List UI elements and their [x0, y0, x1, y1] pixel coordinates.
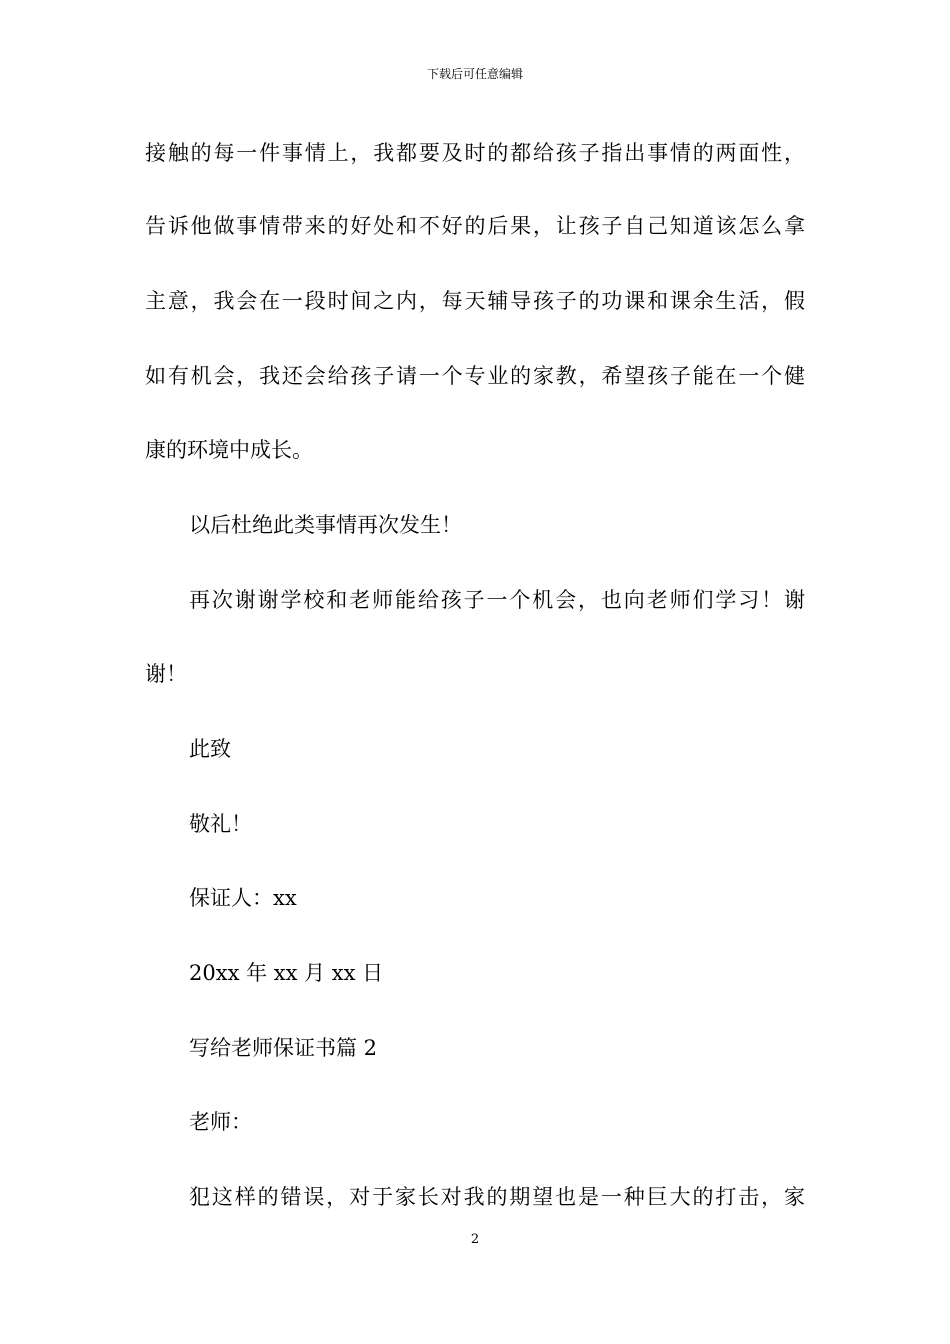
addressee-line: 老师：: [189, 1110, 252, 1134]
section-title: 写给老师保证书篇 2: [189, 1036, 378, 1060]
paragraph-line-5: 康的环境中成长。: [145, 438, 313, 462]
date-line: 20xx 年 xx 月 xx 日: [189, 961, 384, 985]
page-header: 下载后可任意编辑: [426, 67, 523, 81]
paragraph-line-last: 犯这样的错误，对于家长对我的期望也是一种巨大的打击，家: [189, 1185, 805, 1209]
paragraph-line-1: 接触的每一件事情上，我都要及时的都给孩子指出事情的两面性，: [145, 141, 805, 165]
paragraph-line-7: 再次谢谢学校和老师能给孩子一个机会，也向老师们学习！谢: [189, 588, 805, 612]
paragraph-line-4: 如有机会，我还会给孩子请一个专业的家教，希望孩子能在一个健: [145, 364, 805, 388]
closing-salutation: 此致: [189, 737, 231, 761]
closing-regards: 敬礼！: [189, 812, 252, 836]
page-number: 2: [470, 1232, 480, 1247]
paragraph-line-6: 以后杜绝此类事情再次发生！: [189, 513, 462, 537]
paragraph-line-2: 告诉他做事情带来的好处和不好的后果，让孩子自己知道该怎么拿: [145, 214, 805, 238]
paragraph-line-8: 谢！: [145, 662, 187, 686]
guarantor-signature: 保证人：xx: [189, 886, 297, 910]
paragraph-line-3: 主意，我会在一段时间之内，每天辅导孩子的功课和课余生活，假: [145, 289, 805, 313]
